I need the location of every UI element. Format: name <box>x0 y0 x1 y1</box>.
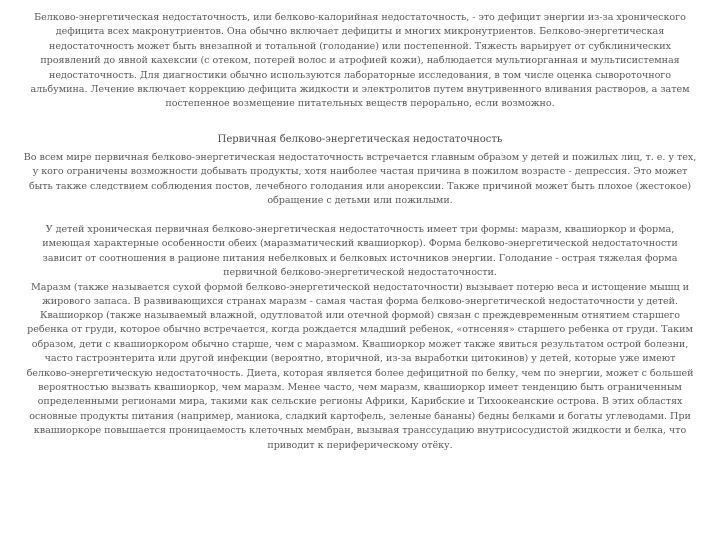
paragraph: Маразм (также называется сухой формой белково-энергетической недостаточности) вызывает потерю веса и истощение мышц и жирового запаса. В развивающихся странах маразм - самая частая форма белково-энергетической недостаточности у детей. <box>31 282 689 308</box>
section-title: Первичная белково-энергетическая недостаточность <box>217 134 503 145</box>
paragraph: Квашиоркор (также называемый влажной, одутловатой или отечной формой) связан с преждевременным отнятием старшего ребенка от груди, которое обычно встречается, когда рождается младший ребенок, «отнсеняя» старшего ребенка от груди. Таким образом, дети с квашиоркором обычно старше, чем с маразмом. Квашиоркор может также явиться результатом острой болезни, часто гастроэнтерита или другой инфекции (вероятно, вторичной, из-за выработки цитокинов) у детей, которые уже имеют белково-энергетическую недостаточность. Диета, которая является более дефицитной по белку, чем по энергии, может с большей вероятностью вызвать квашиоркор, чем маразм. Менее часто, чем маразм, квашиоркор имеет тенденцию быть ограниченным определенными регионами мира, такими как сельские регионы Африки, Карибские и Тихоокеанские острова. В этих областях основные продукты питания (например, маниока, сладкий картофель, зеленые бананы) бедны белками и богаты углеводами. При квашиоркоре повышается проницаемость клеточных мембран, вызывая транссудацию внутрисосудистой жидкости и белка, что приводит к периферическому отёку. <box>26 310 694 451</box>
paragraph: У детей хроническая первичная белково-энергетическая недостаточность имеет три формы: маразм, квашиоркор и форма, имеющая характерные особенности обеих (маразматический квашиоркор). Форма белково-энергетической недостаточности зависит от соотношения в рационе питания небелковых и белковых источников энергии. Голодание - острая тяжелая форма первичной белково-энергетической недостаточности. <box>42 224 678 279</box>
document-page <box>22 11 698 453</box>
intro-paragraph: Белково-энергетическая недостаточность, или белково-калорийная недостаточность, - это дефицит энергии из-за хронического дефицита всех макронутриентов. Она обычно включает дефициты и многих микронутриентов. Белково-энергетическая недостаточность может быть внезапной и тотальной (голодание) или постепенной. Тяжесть варьирует от субклинических проявлений до явной кахексии (с отеком, потерей волос и атрофией кожи), наблюдается мультиорганная и мультисистемная недостаточность. Для диагностики обычно используются лабораторные исследования, в том числе оценка сывороточного альбумина. Лечение включает коррекцию дефицита жидкости и электролитов путем внутривенного вливания растворов, а затем постепенное возмещение питательных веществ перорально, если возможно. <box>30 12 690 110</box>
paragraph: Во всем мире первичная белково-энергетическая недостаточность встречается главным образом у детей и пожилых лиц, т. е. у тех, у кого ограничены возможности добывать продукты, хотя наиболее частая причина в пожилом возрасте - депрессия. Это может быть также следствием соблюдения постов, лечебного голодания или анорексии. Также причиной может быть плохое (жестокое) обращение с детьми или пожилыми. <box>23 152 697 207</box>
